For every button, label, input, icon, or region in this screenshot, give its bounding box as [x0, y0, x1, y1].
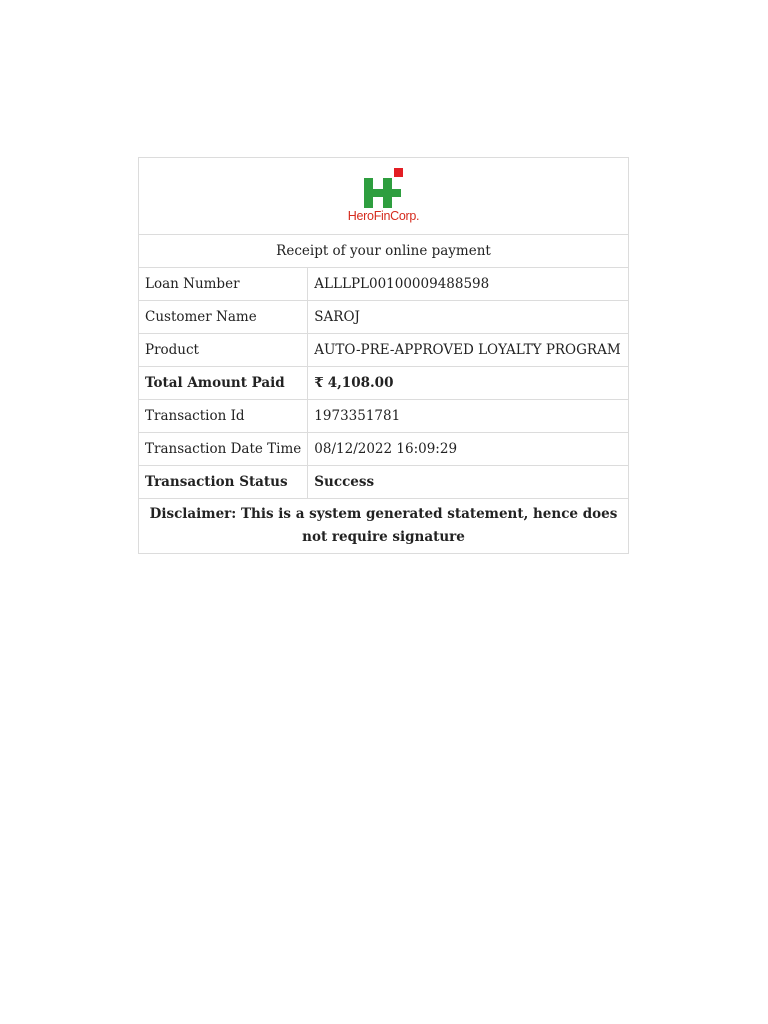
loan-number-label: Loan Number [139, 268, 308, 301]
herofincorp-logo [348, 168, 419, 223]
table-row-transaction-id [139, 400, 629, 433]
logo-wordmark [348, 209, 419, 223]
total-amount-label: Total Amount Paid [139, 367, 308, 400]
logo-text-fincorp: FinCorp. [373, 209, 420, 223]
customer-name-value: SAROJ [308, 301, 629, 334]
table-row-transaction-date [139, 433, 629, 466]
transaction-date-label: Transaction Date Time [139, 433, 308, 466]
rupee-icon: ₹ [314, 375, 324, 391]
loan-number-value: ALLLPL00100009488598 [308, 268, 629, 301]
table-row-total-amount [139, 367, 629, 400]
customer-name-label: Customer Name [139, 301, 308, 334]
logo-row [139, 158, 629, 235]
total-amount-value: 4,108.00 [327, 375, 394, 391]
transaction-id-label: Transaction Id [139, 400, 308, 433]
product-label: Product [139, 334, 308, 367]
total-amount-cell [308, 367, 629, 400]
table-row-customer-name [139, 301, 629, 334]
disclaimer-text: Disclaimer: This is a system generated statement, hence does not require signature [139, 499, 629, 554]
disclaimer-row [139, 499, 629, 554]
table-row-loan-number [139, 268, 629, 301]
herofincorp-logo-mark-icon [364, 168, 404, 208]
table-row-transaction-status [139, 466, 629, 499]
transaction-id-value: 1973351781 [308, 400, 629, 433]
payment-receipt-table [138, 157, 629, 554]
logo-text-hero: Hero [347, 209, 374, 223]
transaction-status-label: Transaction Status [139, 466, 308, 499]
transaction-status-value: Success [308, 466, 629, 499]
receipt-title-row [139, 235, 629, 268]
receipt-title: Receipt of your online payment [139, 235, 629, 268]
logo-cell [139, 158, 629, 235]
transaction-date-value: 08/12/2022 16:09:29 [308, 433, 629, 466]
product-value: AUTO-PRE-APPROVED LOYALTY PROGRAM [308, 334, 629, 367]
table-row-product [139, 334, 629, 367]
